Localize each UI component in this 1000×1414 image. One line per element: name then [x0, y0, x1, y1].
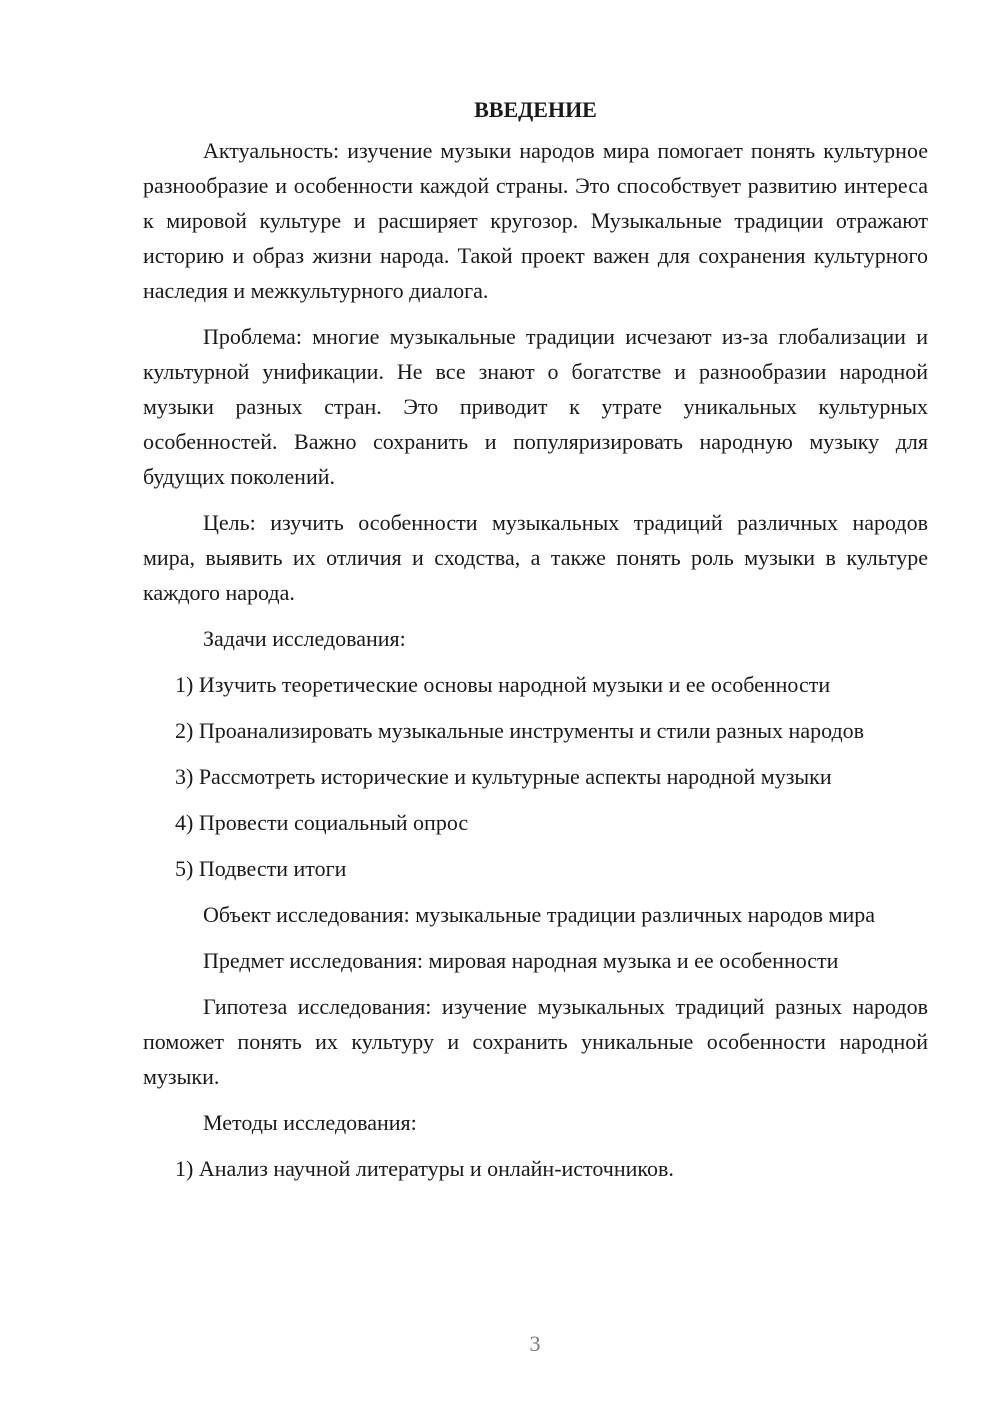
subject-paragraph: Предмет исследования: мировая народная музыка и ее особенности	[203, 948, 839, 973]
object-paragraph: Объект исследования: музыкальные традиции различных народов мира	[203, 902, 876, 927]
task-item-3: 3) Рассмотреть исторические и культурные аспекты народной музыки	[175, 764, 832, 789]
page-content	[143, 92, 928, 1197]
methods-heading: Методы исследования:	[203, 1110, 417, 1135]
problem-paragraph: Проблема: многие музыкальные традиции исчезают из-за глобализации и культурной унификации. Не все знают о богатстве и разнообразии народной музыки разных стран. Это приводит к утрате уникальных культурных особенностей. Важно сохранить и популяризировать народную музыку для будущих поколений.	[143, 324, 928, 489]
task-item-5: 5) Подвести итоги	[175, 856, 347, 881]
task-item-2: 2) Проанализировать музыкальные инструменты и стили разных народов	[175, 718, 865, 743]
section-title: ВВЕДЕНИЕ	[474, 97, 597, 122]
task-item-4: 4) Провести социальный опрос	[175, 810, 469, 835]
goal-paragraph: Цель: изучить особенности музыкальных традиций различных народов мира, выявить их отличия и сходства, а также понять роль музыки в культуре каждого народа.	[143, 510, 928, 605]
method-item-1: 1) Анализ научной литературы и онлайн-источников.	[175, 1156, 674, 1181]
relevance-paragraph: Актуальность: изучение музыки народов мира помогает понять культурное разнообразие и особенности каждой страны. Это способствует развитию интереса к мировой культуре и расширяет кругозор. Музыкальные традиции отражают историю и образ жизни народа. Такой проект важен для сохранения культурного наследия и межкультурного диалога.	[143, 138, 928, 303]
tasks-heading: Задачи исследования:	[203, 626, 406, 651]
task-item-1: 1) Изучить теоретические основы народной музыки и ее особенности	[175, 672, 831, 697]
hypothesis-paragraph: Гипотеза исследования: изучение музыкальных традиций разных народов поможет понять их культуру и сохранить уникальные особенности народной музыки.	[143, 994, 928, 1089]
page-number: 3	[529, 1331, 541, 1356]
